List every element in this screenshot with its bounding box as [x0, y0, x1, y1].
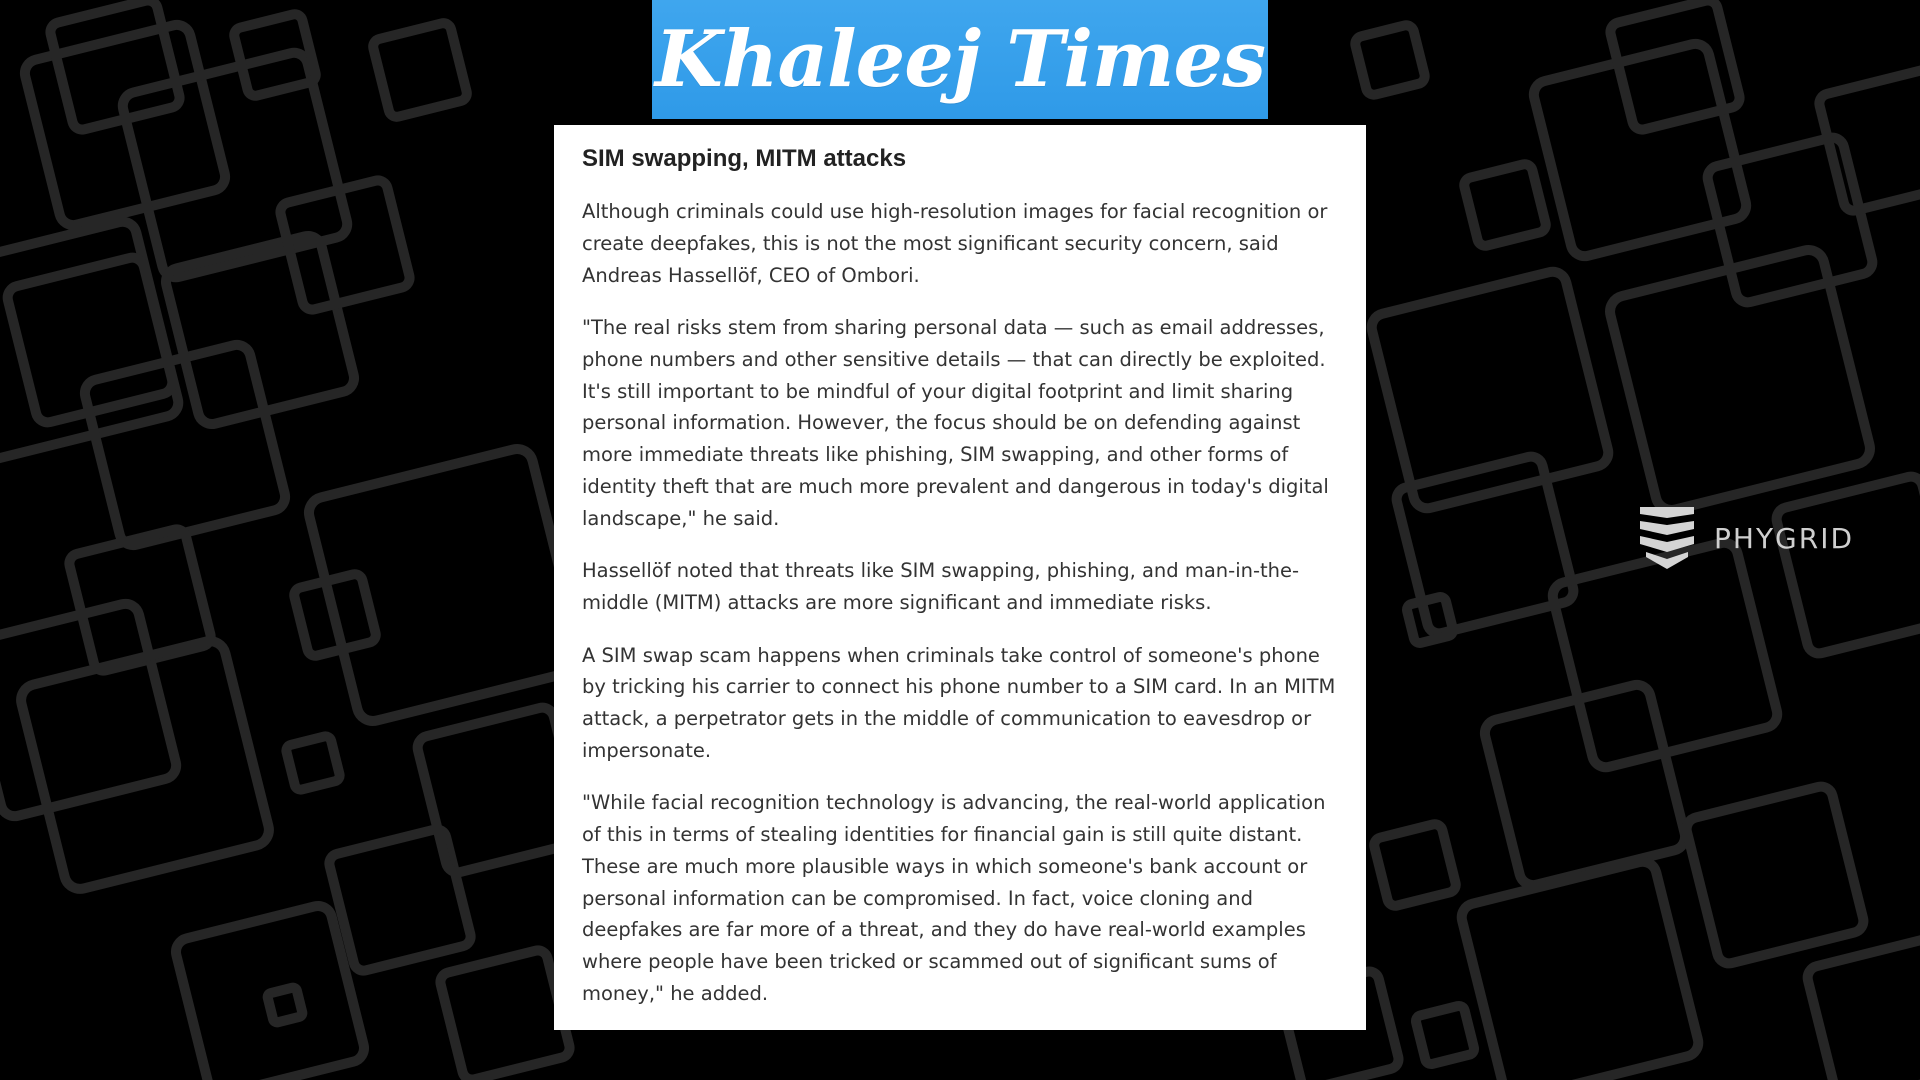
- article-card: [554, 125, 1366, 1030]
- article-paragraph: Although criminals could use high-resolution images for facial recognition or create deepfakes, this is not the most significant security concern, said Andreas Hassellöf, CEO of Ombori.: [582, 200, 1328, 287]
- article-paragraph: "While facial recognition technology is advancing, the real-world application of this in terms of stealing identities for financial gain is still quite distant. These are much more plausible ways in which someone's bank account or personal information can be compromised. In fact, voice cloning and deepfakes are far more of a threat, and they do have real-world examples where people have been tricked or scammed out of significant sums of money," he added.: [582, 791, 1326, 1005]
- article-heading: SIM swapping, MITM attacks: [582, 145, 907, 172]
- brand-name: PHYGRID: [1714, 521, 1855, 555]
- masthead-logo-text: Khaleej Times: [654, 13, 1266, 105]
- article-paragraph: A SIM swap scam happens when criminals take control of someone's phone by tricking his carrier to connect his phone number to a SIM card. In an MITM attack, a perpetrator gets in the middle of communication to eavesdrop or impersonate.: [582, 643, 1336, 762]
- brand-logo: [1638, 505, 1854, 571]
- masthead-banner: [652, 0, 1268, 119]
- article-paragraph: "The real risks stem from sharing personal data — such as email addresses, phone numbers and other sensitive details — that can directly be exploited. It's still important to be mindful of your digital footprint and limit sharing personal information. However, the focus should be on defending against more immediate threats like phishing, SIM swapping, and other forms of identity theft that are much more prevalent and dangerous in today's digital landscape," he said.: [582, 316, 1329, 530]
- phygrid-logo-icon: [1638, 505, 1696, 571]
- article-paragraph: Hassellöf noted that threats like SIM swapping, phishing, and man-in-the-middle (MITM) attacks are more significant and immediate risks.: [582, 559, 1300, 614]
